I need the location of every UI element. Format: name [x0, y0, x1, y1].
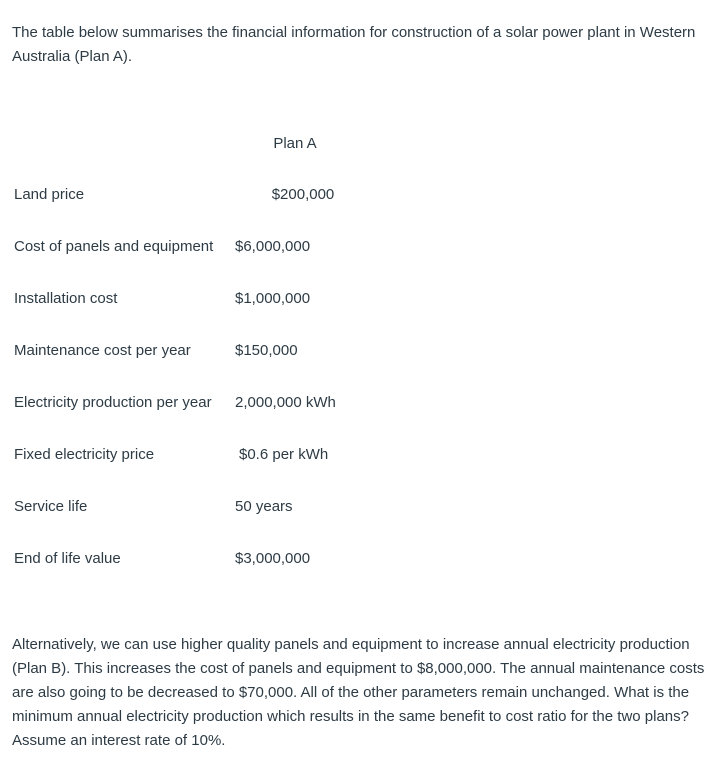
row-label-installation-cost: Installation cost	[14, 289, 118, 307]
table-header-empty	[8, 118, 229, 168]
table-row	[8, 324, 361, 376]
table-row	[8, 376, 361, 428]
row-value-service-life: 50 years	[235, 497, 293, 515]
row-value-installation-cost: $1,000,000	[235, 289, 311, 307]
row-value-end-of-life-value: $3,000,000	[235, 549, 311, 567]
table-row	[8, 272, 361, 324]
row-label-maintenance-cost: Maintenance cost per year	[14, 341, 191, 359]
row-label-end-of-life-value: End of life value	[14, 549, 121, 567]
row-label-land-price: Land price	[14, 185, 85, 203]
row-label-service-life: Service life	[14, 497, 88, 515]
table-row	[8, 428, 361, 480]
row-label-panels-cost: Cost of panels and equipment	[14, 237, 214, 255]
row-value-panels-cost: $6,000,000	[235, 237, 311, 255]
financial-info-table	[8, 118, 361, 584]
row-value-maintenance-cost: $150,000	[235, 341, 298, 359]
table-row	[8, 168, 361, 220]
table-header-plan-a: Plan A	[273, 134, 317, 152]
row-value-electricity-production: 2,000,000 kWh	[235, 393, 336, 411]
table-row	[8, 220, 361, 272]
row-value-electricity-price: $0.6 per kWh	[239, 445, 329, 463]
table-row	[8, 480, 361, 532]
row-label-electricity-production: Electricity production per year	[14, 393, 212, 411]
row-value-land-price: $200,000	[271, 185, 335, 203]
intro-paragraph: The table below summarises the financial information for construction of a solar power plant in Western Australia (Plan A).	[12, 24, 696, 65]
table-row	[8, 532, 361, 584]
question-paragraph: Alternatively, we can use higher quality panels and equipment to increase annual electricity production (Plan B). This increases the cost of panels and equipment to $8,000,000. The annual maintenance costs are also going to be decreased to $70,000. All of the other parameters remain unchanged. What is the minimum annual electricity production which results in the same benefit to cost ratio for the two plans? Assume an interest rate of 10%.	[12, 636, 705, 749]
table-header-row	[8, 118, 361, 168]
row-label-electricity-price: Fixed electricity price	[14, 445, 155, 463]
